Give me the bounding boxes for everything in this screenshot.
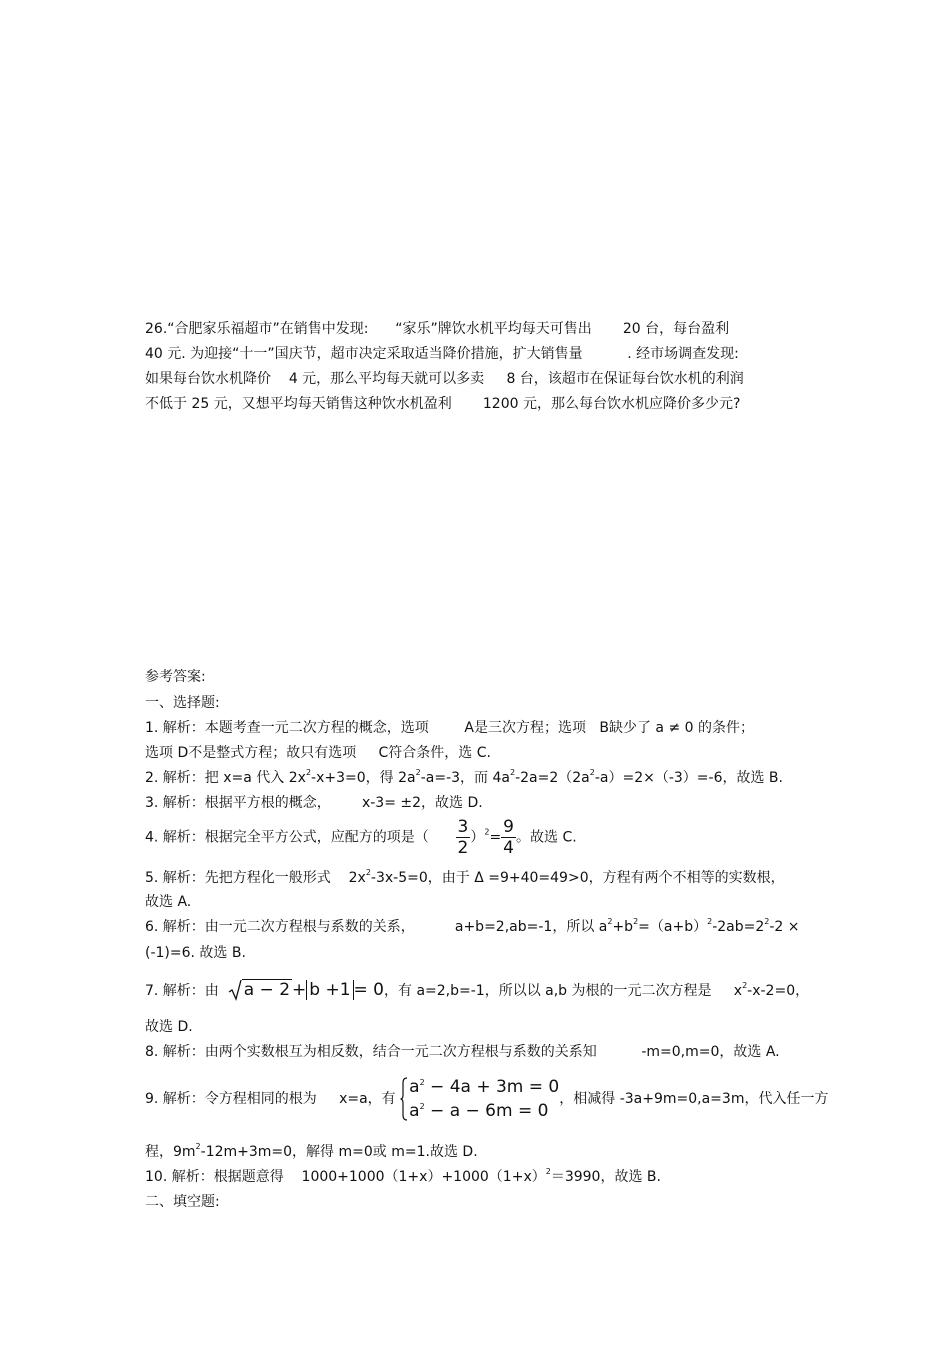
equation-system: $a^2 - 4a + 3m = 0$ $a^2 - a - 6m = 0$ xyxy=(400,1075,559,1123)
answer-6-line-2: (-1)=6. 故选 B. xyxy=(145,945,246,961)
q26-text: 26.“合肥家乐福超市”在销售中发现: xyxy=(145,321,369,337)
answer-5-line-2: 故选 A. xyxy=(145,894,192,910)
answer-10: 10. 解析：根据题意得 $1000+1000(1+x)+1000(1+x)^2=3990$，故选 B. xyxy=(145,1167,661,1185)
answer-6-line-1: 6. 解析：由一元二次方程根与系数的关系， a+b=2,ab=-1，所以 $a^2+b^2=(a+b)^2-2ab=2^2-2$ × xyxy=(145,917,800,935)
answers-heading: 参考答案: xyxy=(145,669,206,685)
section-heading-fill: 二、填空题: xyxy=(145,1194,220,1210)
answer-2: 2. 解析：把 x=a 代入 $2x^2-x+3=0$，得 $2a^2-a=-3$，而 $4a^2-2a=2(2a^2-a)=2\times(-3)=-6$，故选 B. xyxy=(145,768,783,786)
answer-text: 选项 D不是整式方程；故只有选项 xyxy=(145,745,357,761)
q26-line-3 xyxy=(145,370,744,388)
q26-line-1 xyxy=(145,320,729,338)
answer-text: B缺少了 a ≠ 0 的条件； xyxy=(599,720,754,736)
sqrt-expression: a − 2 xyxy=(228,980,292,1000)
q26-text: “家乐”牌饮水机平均每天可售出 xyxy=(395,321,592,337)
answer-text: 1. 解析：本题考查一元二次方程的概念，选项 xyxy=(145,720,429,736)
q26-line-4 xyxy=(145,395,740,413)
answer-9-line-2: 程，$9m^2-12m+3m=0$，解得 m=0或 m=1.故选 D. xyxy=(145,1142,478,1160)
q26-text: 如果每台饮水机降价 xyxy=(145,371,271,387)
q26-text: 4 元，那么平均每天就可以多卖 xyxy=(288,371,485,387)
fraction-nine-quarters: $\frac{9}{4}$ xyxy=(503,817,514,858)
answer-1-line-2 xyxy=(145,744,491,762)
q26-text: . 经市场调查发现: xyxy=(627,346,739,362)
answer-9-line-1: 9. 解析：令方程相同的根为 x=a，有 $a^2 - 4a + 3m = 0$ $a^2 - a - 6m = 0$ ，相减得 -3a+9m=0,a=3m，代入任一方 xyxy=(145,1077,829,1121)
q26-line-2 xyxy=(145,345,739,363)
answer-1-line-1 xyxy=(145,719,754,737)
q26-text: 20 台，每台盈利 xyxy=(622,321,730,337)
left-brace-icon xyxy=(400,1077,408,1121)
section-heading-choice: 一、选择题: xyxy=(145,695,220,711)
answer-4: 4. 解析：根据完全平方公式，应配方的项是（ $\frac{3}{2}$ ）$^2$= $\frac{9}{4}$ 。故选 C. xyxy=(145,817,577,858)
answer-text: C. xyxy=(476,745,491,761)
fraction-three-halves: $\frac{3}{2}$ xyxy=(457,817,469,858)
answer-3: 3. 解析：根据平方根的概念， x-3= ±2，故选 D. xyxy=(145,795,483,811)
q26-text: 8 台，该超市在保证每台饮水机的利润 xyxy=(506,371,744,387)
answer-7-line-2: 故选 D. xyxy=(145,1019,193,1035)
q26-text: 40 元. 为迎接“十一”国庆节，超市决定采取适当降价措施，扩大销售量 xyxy=(145,346,583,362)
q26-text: 1200 元，那么每台饮水机应降价多少元? xyxy=(482,396,741,412)
answer-7-line-1: 7. 解析：由 a − 2 + b +1 = 0，有 a=2,b=-1，所以以 a,b 为根的一元二次方程是 $x^2-x-2=0$， xyxy=(145,980,810,1000)
answer-text: A是三次方程；选项 xyxy=(464,720,586,736)
q26-text: 不低于 25 元，又想平均每天销售这种饮水机盈利 xyxy=(145,396,452,412)
absolute-value-expression: b +1 xyxy=(306,980,353,1000)
answer-5-line-1: 5. 解析：先把方程化一般形式 $2x^2-3x-5=0$，由于 Δ =9+40=49>0，方程有两个不相等的实数根， xyxy=(145,868,785,886)
answer-8: 8. 解析：由两个实数根互为相反数，结合一元二次方程根与系数的关系知 -m=0,m=0，故选 A. xyxy=(145,1044,780,1060)
answer-text: C符合条件，选 xyxy=(378,745,473,761)
radical-sign-icon xyxy=(228,979,242,1001)
